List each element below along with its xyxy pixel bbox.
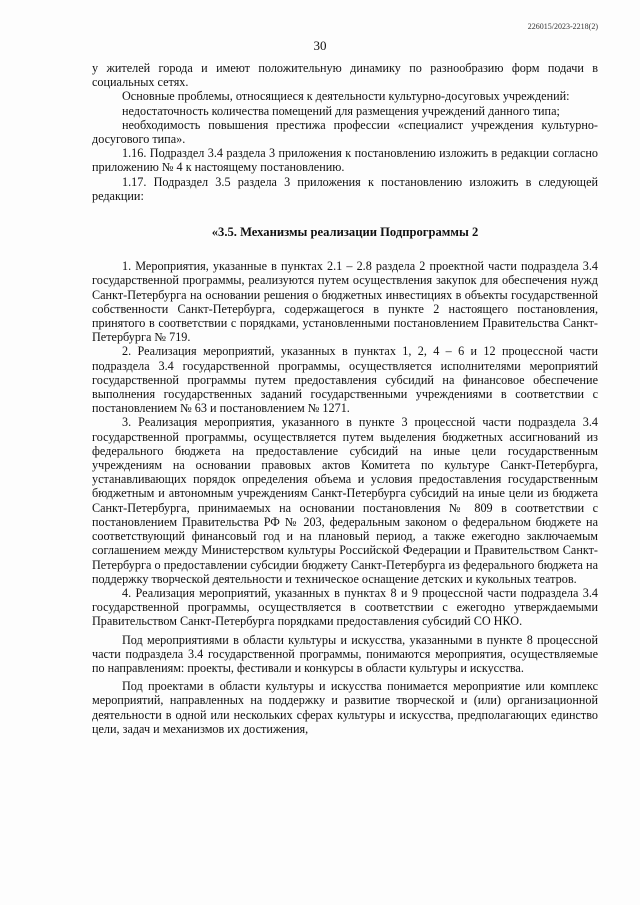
paragraph-9: 3. Реализация мероприятия, указанного в пункте 3 процессной части подраздела 3.4 государственной программы, осуществляется путем выделения бюджетных ассигнований из федерального бюджета на предоставление субсидий на иные цели государственным учреждениям на основании правовых актов Комитета по культуре Санкт-Петербурга, устанавливающих порядок определения объема и условия предоставления государственным бюджетным и автономным учреждениям Санкт-Петербурга субсидий на иные цели из бюджета Санкт-Петербурга, принимаемых на основании постановления № 809 в соответствии с постановлением Правительства РФ № 203, федеральным законом о федеральном бюджете на соответствующий финансовый год и на плановый период, а также ежегодно заключаемым соглашением между Министерством культуры Российской Федерации и Правительством Санкт-Петербурга о предоставлении субсидии бюджету Санкт-Петербурга из федерального бюджета на поддержку творческой деятельности и техническое оснащение детских и кукольных театров. xyxy=(92,415,598,586)
paragraph-10: 4. Реализация мероприятий, указанных в пунктах 8 и 9 процессной части подраздела 3.4 государственной программы, осуществляется в соответствии с ежегодно утверждаемыми Правительством Санкт-Петербурга порядками предоставления субсидий СО НКО. xyxy=(92,585,598,629)
paragraph-3: недостаточность количества помещений для размещения учреждений данного типа; xyxy=(122,103,560,118)
document-id: 226015/2023-2218(2) xyxy=(527,22,598,31)
section-heading: «3.5. Механизмы реализации Подпрограммы 2 xyxy=(211,225,479,240)
paragraph-7: 1. Мероприятия, указанные в пунктах 2.1 – 2.8 раздела 2 проектной части подраздела 3.4 государственной программы, реализуются путем осуществления закупок для обеспечения нужд Санкт-Петербурга на основании решения о бюджетных инвестициях в объекты государственной собственности Санкт-Петербурга, содержащегося в пункте 2 настоящего постановления, принятого в соответствии с порядками, установленными постановлением Правительства Санкт-Петербурга № 719. xyxy=(92,259,598,345)
document-body xyxy=(92,61,598,736)
paragraph-5: 1.16. Подраздел 3.4 раздела 3 приложения к постановлению изложить в редакции согласно приложению № 4 к настоящему постановлению. xyxy=(92,146,598,175)
paragraph-1: у жителей города и имеют положительную динамику по разнообразию форм подачи в социальных сетях. xyxy=(92,61,598,90)
paragraph-2: Основные проблемы, относящиеся к деятельности культурно-досуговых учреждений: xyxy=(122,89,570,104)
paragraph-12: Под проектами в области культуры и искусства понимается мероприятие или комплекс мероприятий, направленных на поддержку и развитие творческой и (или) организационной деятельности в одной или нескольких сферах культуры и искусства, предполагающих единство цели, задач и механизмов их достижения, xyxy=(92,679,598,736)
paragraph-6: 1.17. Подраздел 3.5 раздела 3 приложения к постановлению изложить в следующей редакции: xyxy=(92,174,598,203)
paragraph-8: 2. Реализация мероприятий, указанных в пунктах 1, 2, 4 – 6 и 12 процессной части подраздела 3.4 государственной программы, осуществляется исполнителями мероприятий государственной программы путем предоставления субсидий на финансовое обеспечение выполнения государственных заданий государственными учреждениями в соответствии с постановлением № 63 и постановлением № 1271. xyxy=(92,344,598,416)
paragraph-11: Под мероприятиями в области культуры и искусства, указанными в пункте 8 процессной части подраздела 3.4 государственной программы, понимаются мероприятия, осуществляемые по направлениям: проекты, фестивали и конкурсы в области культуры и искусства. xyxy=(92,632,598,675)
page-number: 30 xyxy=(313,38,327,53)
paragraph-4: необходимость повышения престижа профессии «специалист учреждения культурно-досугового типа». xyxy=(92,117,598,147)
